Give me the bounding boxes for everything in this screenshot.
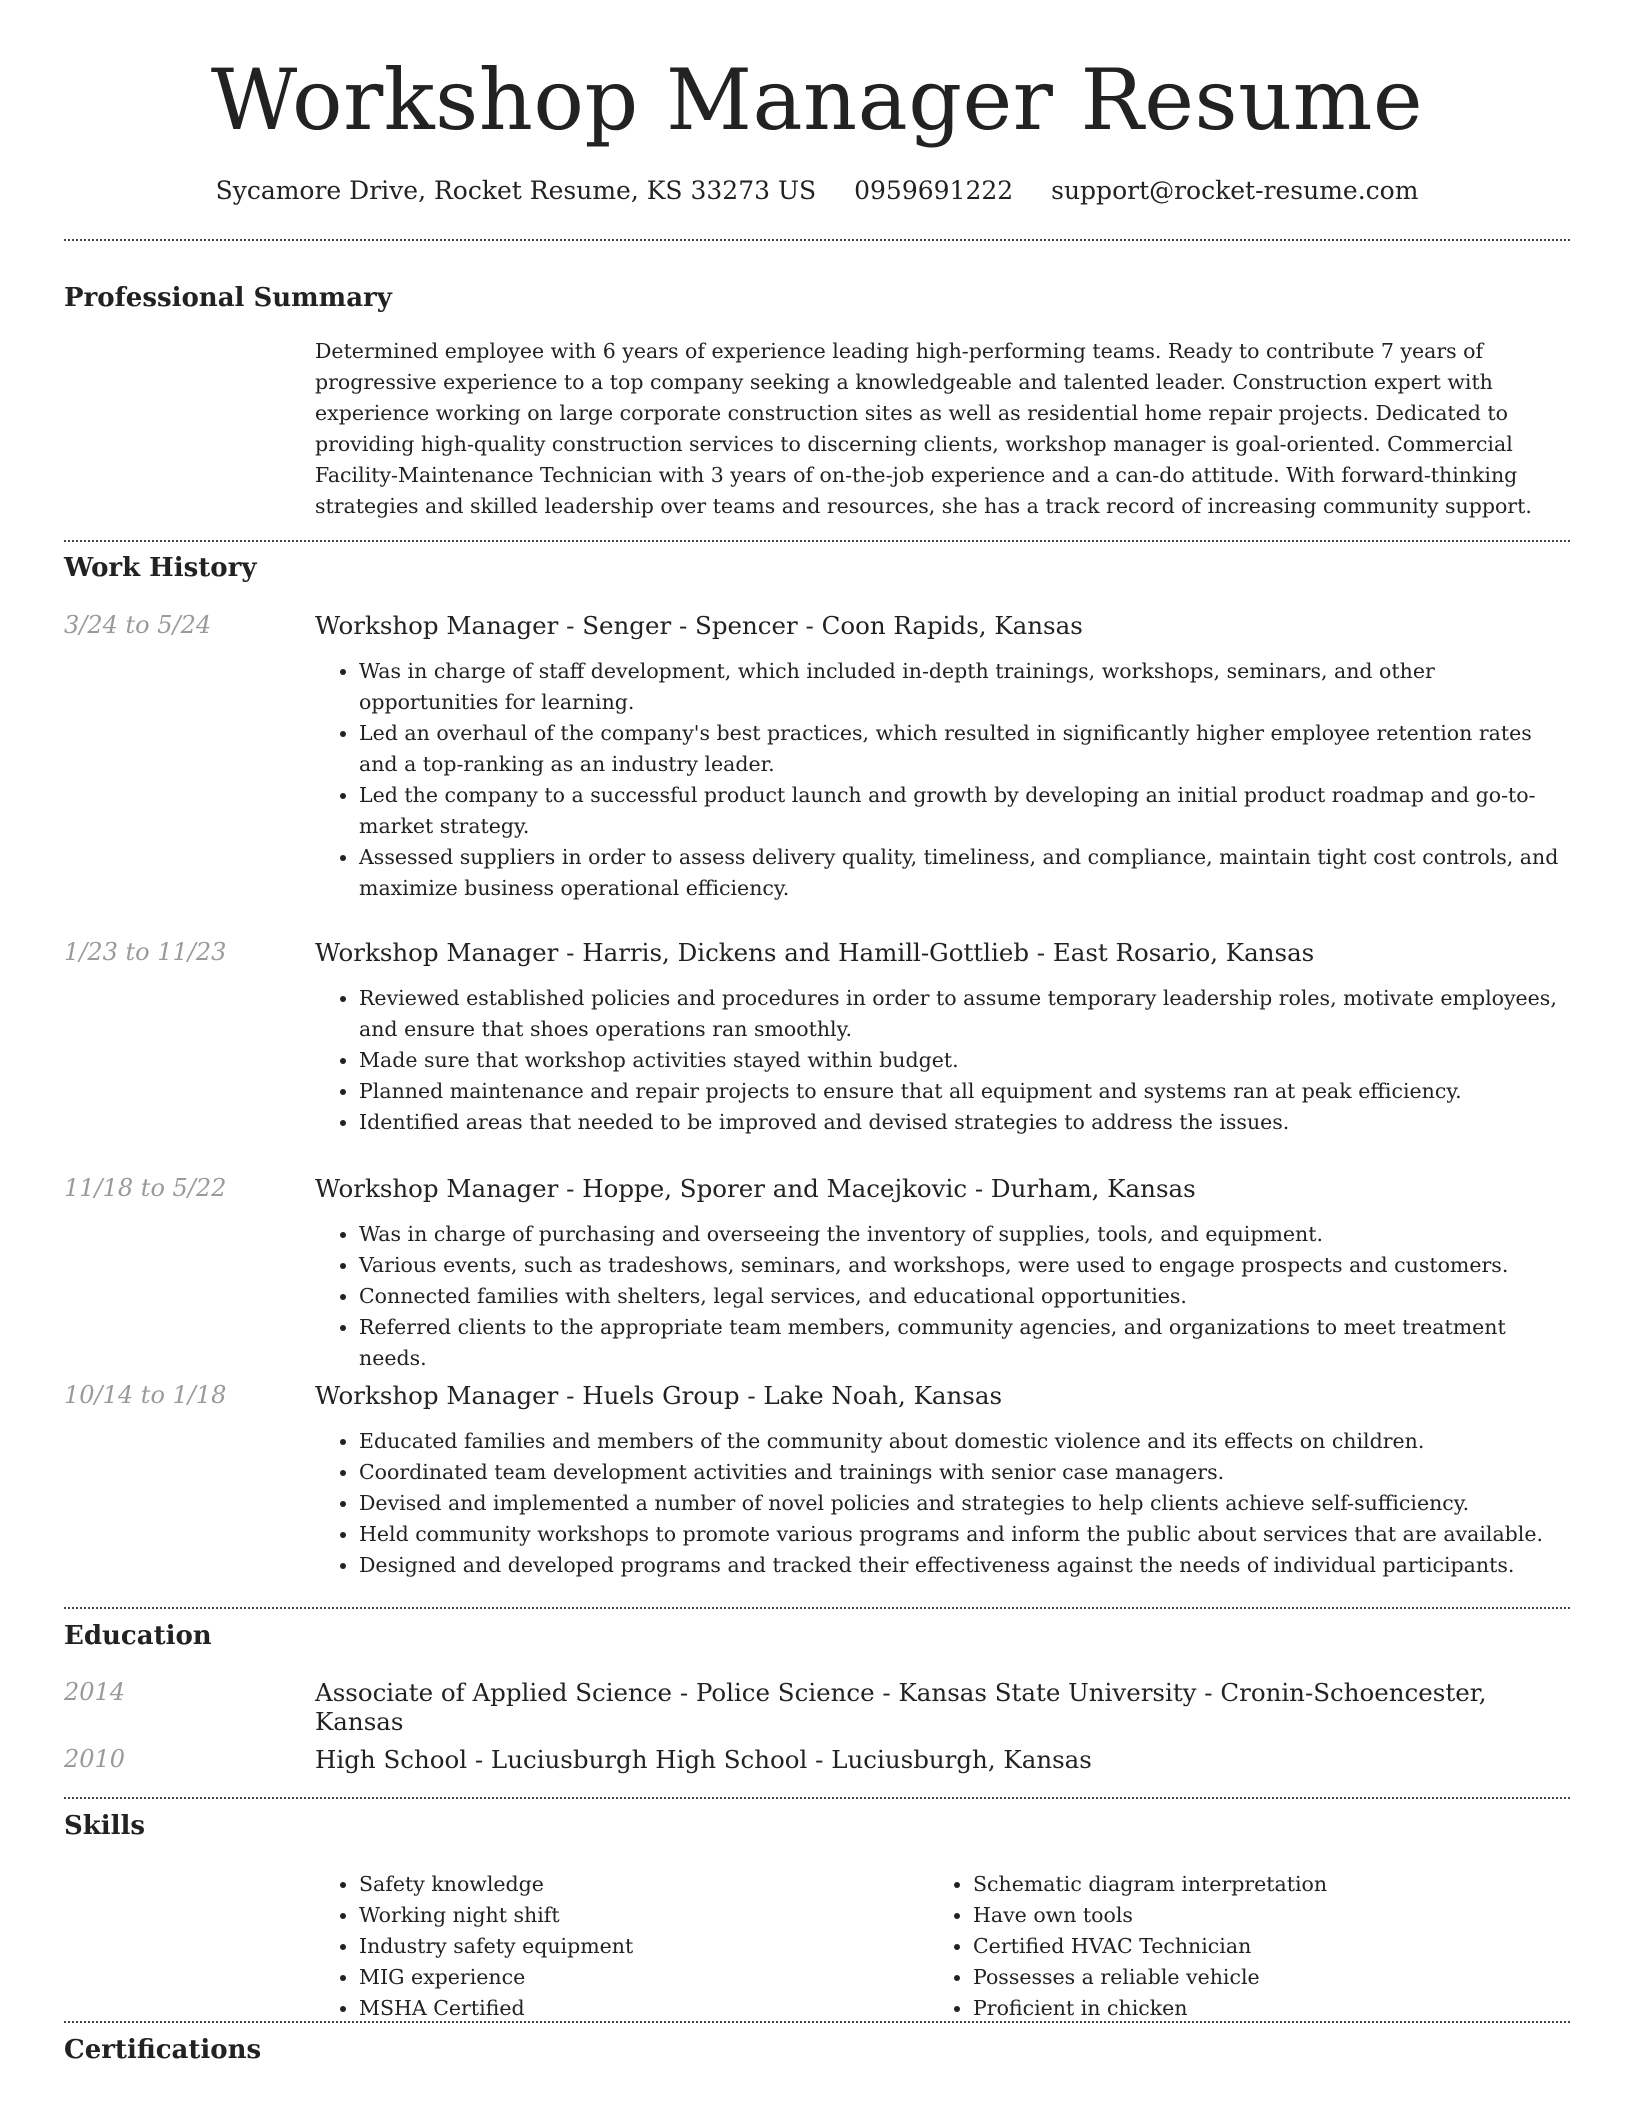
contact-line	[64, 176, 1570, 206]
list-item: • Certified HVAC Technician	[973, 1931, 1543, 1962]
education-section	[64, 1621, 1570, 1652]
list-item: • Industry safety equipment	[359, 1931, 929, 1962]
job-bullets	[315, 656, 1570, 904]
job-entry	[64, 1381, 1570, 1581]
job-entry	[64, 938, 1570, 1138]
job-dates: 3/24 to 5/24	[64, 611, 212, 639]
section-divider	[64, 2021, 1570, 2023]
job-entry	[64, 1174, 1570, 1374]
list-item: • Educated families and members of the community about domestic violence and its effects on children.	[359, 1426, 1570, 1457]
list-item: • Made sure that workshop activities stayed within budget.	[359, 1045, 1570, 1076]
job-dates: 11/18 to 5/22	[64, 1174, 227, 1202]
education-entry	[64, 1745, 1570, 1774]
education-title: High School - Luciusburgh High School - Luciusburgh, Kansas	[315, 1745, 1092, 1774]
list-item: • MIG experience	[359, 1962, 929, 1993]
section-divider	[64, 239, 1570, 241]
section-heading-skills: Skills	[64, 1811, 146, 1841]
resume-title: Workshop Manager Resume	[210, 51, 1424, 149]
job-title: Workshop Manager - Senger - Spencer - Coon Rapids, Kansas	[315, 611, 1083, 640]
list-item: • Have own tools	[973, 1900, 1543, 1931]
list-item: • Various events, such as tradeshows, seminars, and workshops, were used to engage prospects and customers.	[359, 1250, 1570, 1281]
job-dates: 10/14 to 1/18	[64, 1381, 227, 1409]
list-item: • Designed and developed programs and tracked their effectiveness against the needs of individual participants.	[359, 1550, 1570, 1581]
list-item: • Devised and implemented a number of novel policies and strategies to help clients achieve self-sufficiency.	[359, 1488, 1570, 1519]
skills-column-left	[315, 1869, 929, 2024]
list-item: • Possesses a reliable vehicle	[973, 1962, 1543, 1993]
list-item: • Identified areas that needed to be improved and devised strategies to address the issues.	[359, 1107, 1570, 1138]
job-bullets	[315, 1219, 1570, 1374]
resume-page	[64, 0, 1570, 2065]
contact-address: Sycamore Drive, Rocket Resume, KS 33273 US	[215, 176, 817, 206]
job-bullets	[315, 983, 1570, 1138]
section-heading-work-history: Work History	[64, 553, 257, 583]
contact-phone: 0959691222	[854, 176, 1014, 206]
job-bullets	[315, 1426, 1570, 1581]
skills-list	[315, 1869, 1632, 2024]
job-title: Workshop Manager - Huels Group - Lake Noah, Kansas	[315, 1381, 1003, 1410]
list-item: • Planned maintenance and repair projects to ensure that all equipment and systems ran at peak efficiency.	[359, 1076, 1570, 1107]
job-dates: 1/23 to 11/23	[64, 938, 227, 966]
list-item: • MSHA Certified	[359, 1993, 929, 2024]
list-item: • Coordinated team development activities and trainings with senior case managers.	[359, 1457, 1570, 1488]
job-title: Workshop Manager - Harris, Dickens and Hamill-Gottlieb - East Rosario, Kansas	[315, 938, 1315, 967]
list-item: • Was in charge of staff development, which included in-depth trainings, workshops, seminars, and other opportunities for learning.	[359, 656, 1570, 718]
education-title: Associate of Applied Science - Police Science - Kansas State University - Cronin-Schoencester, Kansas	[315, 1678, 1487, 1737]
list-item: • Reviewed established policies and procedures in order to assume temporary leadership roles, motivate employees, and ensure that shoes operations ran smoothly.	[359, 983, 1570, 1045]
list-item: • Proficient in chicken	[973, 1993, 1543, 2024]
list-item: • Was in charge of purchasing and overseeing the inventory of supplies, tools, and equipment.	[359, 1219, 1570, 1250]
list-item: • Safety knowledge	[359, 1869, 929, 1900]
section-heading-education: Education	[64, 1621, 212, 1651]
summary-section	[64, 283, 1570, 522]
list-item: • Referred clients to the appropriate team members, community agencies, and organizations to meet treatment needs.	[359, 1312, 1570, 1374]
section-divider	[64, 1607, 1570, 1609]
list-item: • Led the company to a successful product launch and growth by developing an initial product roadmap and go-to-market strategy.	[359, 780, 1570, 842]
work-history-section	[64, 553, 1570, 584]
education-entry	[64, 1678, 1570, 1737]
section-heading-certifications: Certifications	[64, 2035, 262, 2065]
education-year: 2010	[64, 1745, 126, 1773]
list-item: • Connected families with shelters, legal services, and educational opportunities.	[359, 1281, 1570, 1312]
section-heading-summary: Professional Summary	[64, 283, 392, 313]
skills-section	[64, 1811, 1570, 1842]
list-item: • Assessed suppliers in order to assess delivery quality, timeliness, and compliance, maintain tight cost controls, and maximize business operational efficiency.	[359, 842, 1570, 904]
list-item: • Held community workshops to promote various programs and inform the public about services that are available.	[359, 1519, 1570, 1550]
list-item: • Schematic diagram interpretation	[973, 1869, 1543, 1900]
skills-column-right	[929, 1869, 1543, 2024]
education-year: 2014	[64, 1678, 126, 1706]
job-title: Workshop Manager - Hoppe, Sporer and Macejkovic - Durham, Kansas	[315, 1174, 1196, 1203]
certifications-section	[64, 2035, 1570, 2066]
section-divider	[64, 1797, 1570, 1799]
contact-email: support@rocket-resume.com	[1051, 176, 1419, 206]
job-entry	[64, 611, 1570, 904]
list-item: • Led an overhaul of the company's best practices, which resulted in significantly higher employee retention rates and a top-ranking as an industry leader.	[359, 718, 1570, 780]
section-divider	[64, 540, 1570, 542]
summary-text: Determined employee with 6 years of experience leading high-performing teams. Ready to contribute 7 years of progressive experience to a top company seeking a knowledgeable and talented leader. Construction expert with experience working on large corporate construction sites as well as residential home repair projects. Dedicated to providing high-quality construction services to discerning clients, workshop manager is goal-oriented. Commercial Facility-Maintenance Technician with 3 years of on-the-job experience and a can-do attitude. With forward-thinking strategies and skilled leadership over teams and resources, she has a track record of increasing community support.	[315, 339, 1532, 519]
list-item: • Working night shift	[359, 1900, 929, 1931]
